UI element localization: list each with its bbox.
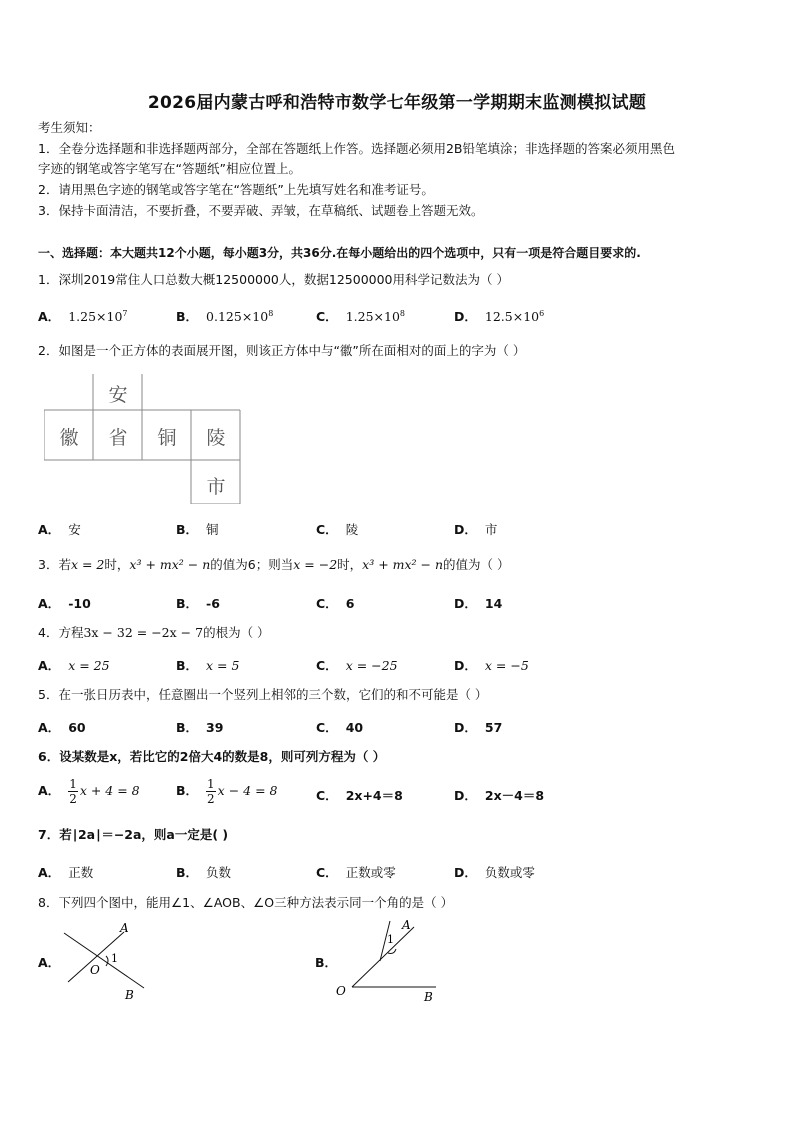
q7-option-a[interactable]: A． 正数: [38, 865, 94, 880]
q4-option-a[interactable]: A． x = 25: [38, 658, 110, 673]
q5-option-c[interactable]: C． 40: [316, 720, 364, 735]
q2-option-a[interactable]: A． 安: [38, 522, 81, 537]
q1-option-b[interactable]: B． $0.125\times 10^8$: [176, 308, 274, 324]
q4-option-c[interactable]: C． x = −25: [316, 658, 398, 673]
point-b-label: B: [424, 990, 433, 1004]
point-a-label: A: [402, 918, 411, 932]
q1-option-c[interactable]: C． $1.25\times 10^8$: [316, 308, 405, 324]
q6-option-b[interactable]: B． $\frac{1}{2}$ x − 4 = 8: [176, 777, 278, 806]
fraction: $\frac{1}{2}$: [207, 777, 215, 806]
notice-item-2: 2．请用黑色字迹的钢笔或答字笔在“答题纸”上先填写姓名和准考证号。: [38, 182, 434, 197]
point-o-label: O: [336, 984, 346, 998]
q5-option-a[interactable]: A． 60: [38, 720, 86, 735]
angle-1-label: 1: [111, 952, 118, 965]
notice-item-1: 1．全卷分选择题和非选择题两部分，全部在答题纸上作答。选择题必须用2B铅笔填涂；非选择题的答案必须用黑色: [38, 141, 675, 156]
section-heading: 一、选择题：本大题共12个小题，每小题3分，共36分.在每小题给出的四个选项中，只有一项是符合题目要求的.: [38, 246, 641, 260]
q3-option-a[interactable]: A． -10: [38, 596, 91, 611]
question-8-stem: 8．下列四个图中，能用∠1、∠AOB、∠O三种方法表示同一个角的是（ ）: [38, 895, 454, 910]
net-face-3: 铜: [157, 426, 177, 449]
net-face-4: 陵: [206, 426, 226, 449]
fraction: $\frac{1}{2}$: [69, 777, 77, 806]
point-o-label: O: [90, 963, 100, 977]
point-a-label: A: [120, 921, 129, 935]
question-7-stem: 7．若∣2a∣＝−2a，则a一定是( ): [38, 827, 229, 842]
net-face-2: 省: [108, 426, 128, 449]
angle-1-label: 1: [387, 933, 394, 946]
question-4-stem: 4．方程3x − 32 = −2x − 7的根为（ ）: [38, 625, 270, 640]
q6-option-a[interactable]: A． $\frac{1}{2}$ x + 4 = 8: [38, 777, 140, 806]
question-1-stem: 1．深圳2019常住人口总数大概12500000人，数据12500000用科学记数法为（ ）: [38, 272, 509, 287]
q3-option-d[interactable]: D． 14: [454, 596, 503, 611]
point-b-label: B: [125, 988, 134, 1002]
notice-heading: 考生须知：: [38, 120, 101, 135]
q2-option-d[interactable]: D． 市: [454, 522, 498, 537]
q6-option-d[interactable]: D． 2x－4＝8: [454, 788, 545, 803]
q8-option-b[interactable]: B．: [315, 955, 338, 970]
q6-option-c[interactable]: C． 2x+4＝8: [316, 788, 403, 803]
net-face-top: 安: [108, 383, 128, 406]
q7-option-d[interactable]: D． 负数或零: [454, 865, 535, 880]
question-2-stem: 2．如图是一个正方体的表面展开图，则该正方体中与“徽”所在面相对的面上的字为（ ）: [38, 343, 526, 358]
q3-option-c[interactable]: C． 6: [316, 596, 355, 611]
q5-option-b[interactable]: B． 39: [176, 720, 224, 735]
cube-net-figure: [44, 374, 244, 504]
q5-option-d[interactable]: D． 57: [454, 720, 503, 735]
page-title: 2026届内蒙古呼和浩特市数学七年级第一学期期末监测模拟试题: [147, 93, 647, 113]
q1-option-a[interactable]: A． $1.25\times 10^7$: [38, 308, 128, 324]
q8-figure-a: [58, 920, 148, 1005]
net-face-bottom: 市: [206, 475, 226, 498]
notice-item-3: 3．保持卡面清洁，不要折叠，不要弄破、弄皱，在草稿纸、试题卷上答题无效。: [38, 203, 484, 218]
q2-option-b[interactable]: B． 铜: [176, 522, 219, 537]
q4-option-b[interactable]: B． x = 5: [176, 658, 240, 673]
q3-option-b[interactable]: B． -6: [176, 596, 220, 611]
q8-option-a[interactable]: A．: [38, 955, 61, 970]
q4-option-d[interactable]: D． x = −5: [454, 658, 529, 673]
question-3-stem: 3．若x = 2时，x³ + mx² − n的值为6；则当x = −2时，x³ + mx² − n的值为（ ）: [38, 557, 510, 572]
q7-option-b[interactable]: B． 负数: [176, 865, 232, 880]
question-5-stem: 5．在一张日历表中，任意圈出一个竖列上相邻的三个数，它们的和不可能是（ ）: [38, 687, 488, 702]
q2-option-c[interactable]: C． 陵: [316, 522, 359, 537]
notice-item-1-cont: 字迹的钢笔或答字笔写在“答题纸”相应位置上。: [38, 161, 301, 176]
q7-option-c[interactable]: C． 正数或零: [316, 865, 396, 880]
net-face-1: 徽: [59, 426, 79, 449]
q1-option-d[interactable]: D． $12.5\times 10^6$: [454, 308, 545, 324]
q8-figure-b: [334, 915, 444, 1005]
question-6-stem: 6．设某数是x，若比它的2倍大4的数是8，则可列方程为（ ）: [38, 749, 386, 764]
